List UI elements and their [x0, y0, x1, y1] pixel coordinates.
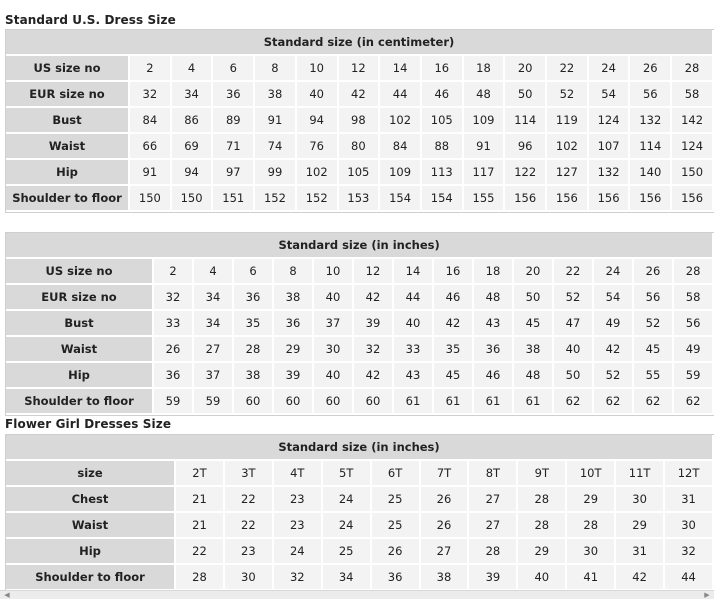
table-cell: 40 — [394, 311, 434, 337]
row-label: Shoulder to floor — [6, 389, 154, 415]
table-caption-row — [6, 233, 714, 259]
table-cell: 35 — [234, 311, 274, 337]
table-cell: 152 — [255, 186, 297, 212]
table-cell: 61 — [434, 389, 474, 415]
table-cell: 28 — [518, 513, 567, 539]
table-cell: 96 — [505, 134, 547, 160]
table-cell: 62 — [634, 389, 674, 415]
table-cell: 156 — [589, 186, 631, 212]
table-cell: 32 — [130, 82, 172, 108]
table-cell: 36 — [234, 285, 274, 311]
table-cell: 154 — [380, 186, 422, 212]
table-cell: 28 — [469, 539, 518, 565]
row-label: Chest — [6, 487, 176, 513]
table-cell: 38 — [255, 82, 297, 108]
table-cell: 154 — [422, 186, 464, 212]
table-cell: 8 — [274, 259, 314, 285]
table-cell: 29 — [567, 487, 616, 513]
table-cell: 22 — [225, 487, 274, 513]
table-cell: 16 — [422, 56, 464, 82]
table-cell: 37 — [314, 311, 354, 337]
table-cell: 18 — [464, 56, 506, 82]
table-cell: 49 — [674, 337, 714, 363]
table-cell: 8T — [469, 461, 518, 487]
table-cell: 102 — [297, 160, 339, 186]
table-cell: 50 — [554, 363, 594, 389]
table-cell: 44 — [665, 565, 714, 591]
table-cell: 54 — [594, 285, 634, 311]
table-cell: 43 — [394, 363, 434, 389]
flower-girl-size-title: Flower Girl Dresses Size — [5, 417, 172, 431]
table-cell: 62 — [554, 389, 594, 415]
table-cell: 50 — [514, 285, 554, 311]
table-cell: 114 — [630, 134, 672, 160]
table-cell: 132 — [630, 108, 672, 134]
table-cell: 28 — [674, 259, 714, 285]
table-cell: 16 — [434, 259, 474, 285]
table-cell: 117 — [464, 160, 506, 186]
table-cell: 6 — [234, 259, 274, 285]
table-cell: 142 — [672, 108, 714, 134]
table-cell: 2 — [154, 259, 194, 285]
arrow-left-icon[interactable]: ◀ — [4, 591, 10, 599]
table-cell: 94 — [297, 108, 339, 134]
table-row — [6, 389, 714, 415]
table-cell: 20 — [514, 259, 554, 285]
table-cell: 155 — [464, 186, 506, 212]
table-cell: 46 — [422, 82, 464, 108]
table-cell: 26 — [634, 259, 674, 285]
table-cell: 12T — [665, 461, 714, 487]
table-cell: 4 — [172, 56, 214, 82]
table-cell: 23 — [274, 487, 323, 513]
table-cell: 26 — [421, 487, 470, 513]
table-cell: 40 — [554, 337, 594, 363]
table-cell: 28 — [672, 56, 714, 82]
table-cell: 28 — [176, 565, 225, 591]
table-cell: 42 — [594, 337, 634, 363]
table-cell: 46 — [434, 285, 474, 311]
table-row — [6, 108, 714, 134]
table-cell: 99 — [255, 160, 297, 186]
table-cell: 42 — [354, 285, 394, 311]
table-cell: 27 — [469, 513, 518, 539]
table-cell: 150 — [672, 160, 714, 186]
row-label: Waist — [6, 337, 154, 363]
table-cell: 32 — [154, 285, 194, 311]
table-cell: 59 — [674, 363, 714, 389]
table-cell: 27 — [469, 487, 518, 513]
table-cell: 44 — [380, 82, 422, 108]
table-cell: 52 — [554, 285, 594, 311]
table-cell: 91 — [130, 160, 172, 186]
table-cell: 43 — [474, 311, 514, 337]
table-cell: 31 — [616, 539, 665, 565]
table-cell: 88 — [422, 134, 464, 160]
table-row — [6, 363, 714, 389]
table-cell: 91 — [464, 134, 506, 160]
table-cell: 34 — [172, 82, 214, 108]
table-cell: 30 — [665, 513, 714, 539]
table-cell: 80 — [339, 134, 381, 160]
table-cell: 49 — [594, 311, 634, 337]
table-cell: 40 — [518, 565, 567, 591]
table-cell: 105 — [422, 108, 464, 134]
table-cell: 71 — [213, 134, 255, 160]
table-cell: 54 — [589, 82, 631, 108]
table-cell: 38 — [514, 337, 554, 363]
table-cell: 105 — [339, 160, 381, 186]
table-cell: 109 — [464, 108, 506, 134]
table-row — [6, 461, 714, 487]
table-cell: 33 — [394, 337, 434, 363]
table-cell: 6 — [213, 56, 255, 82]
table-cell: 50 — [505, 82, 547, 108]
table-row — [6, 259, 714, 285]
table-cell: 52 — [634, 311, 674, 337]
table-cell: 32 — [354, 337, 394, 363]
table-cell: 48 — [514, 363, 554, 389]
row-label: Bust — [6, 311, 154, 337]
table-cell: 5T — [323, 461, 372, 487]
table-cell: 20 — [505, 56, 547, 82]
table-cell: 56 — [674, 311, 714, 337]
table-cell: 66 — [130, 134, 172, 160]
table-cell: 42 — [339, 82, 381, 108]
table-cell: 59 — [154, 389, 194, 415]
table-cell: 37 — [194, 363, 234, 389]
table-cell: 74 — [255, 134, 297, 160]
row-label: Hip — [6, 539, 176, 565]
table-cell: 56 — [634, 285, 674, 311]
table-cell: 113 — [422, 160, 464, 186]
size-table-flower-girl — [5, 434, 714, 592]
table-cell: 36 — [154, 363, 194, 389]
table-cell: 31 — [665, 487, 714, 513]
table-row — [6, 539, 714, 565]
table-cell: 12 — [354, 259, 394, 285]
table-cell: 34 — [194, 285, 234, 311]
table-cell: 39 — [274, 363, 314, 389]
table-cell: 102 — [547, 134, 589, 160]
table-caption: Standard size (in inches) — [6, 233, 714, 259]
table-cell: 60 — [234, 389, 274, 415]
table-cell: 34 — [323, 565, 372, 591]
table-cell: 36 — [372, 565, 421, 591]
table-cell: 58 — [674, 285, 714, 311]
table-cell: 58 — [672, 82, 714, 108]
table-cell: 24 — [589, 56, 631, 82]
table-cell: 156 — [505, 186, 547, 212]
table-cell: 11T — [616, 461, 665, 487]
table-cell: 151 — [213, 186, 255, 212]
table-cell: 56 — [630, 82, 672, 108]
table-cell: 55 — [634, 363, 674, 389]
table-cell: 122 — [505, 160, 547, 186]
table-cell: 23 — [225, 539, 274, 565]
table-cell: 109 — [380, 160, 422, 186]
row-label: US size no — [6, 259, 154, 285]
table-cell: 26 — [372, 539, 421, 565]
table-cell: 22 — [225, 513, 274, 539]
table-cell: 23 — [274, 513, 323, 539]
table-cell: 24 — [323, 513, 372, 539]
table-cell: 22 — [547, 56, 589, 82]
table-cell: 61 — [514, 389, 554, 415]
table-row — [6, 285, 714, 311]
table-cell: 29 — [518, 539, 567, 565]
table-cell: 22 — [176, 539, 225, 565]
table-cell: 42 — [434, 311, 474, 337]
table-cell: 4 — [194, 259, 234, 285]
table-cell: 44 — [394, 285, 434, 311]
table-cell: 140 — [630, 160, 672, 186]
table-cell: 47 — [554, 311, 594, 337]
table-cell: 38 — [234, 363, 274, 389]
table-row — [6, 311, 714, 337]
table-cell: 97 — [213, 160, 255, 186]
table-cell: 29 — [274, 337, 314, 363]
table-cell: 4T — [274, 461, 323, 487]
table-cell: 18 — [474, 259, 514, 285]
row-label: EUR size no — [6, 82, 130, 108]
table-cell: 27 — [421, 539, 470, 565]
table-cell: 36 — [274, 311, 314, 337]
table-cell: 132 — [589, 160, 631, 186]
table-row — [6, 487, 714, 513]
table-cell: 30 — [225, 565, 274, 591]
table-cell: 25 — [323, 539, 372, 565]
table-cell: 61 — [474, 389, 514, 415]
table-cell: 52 — [547, 82, 589, 108]
table-cell: 39 — [469, 565, 518, 591]
table-cell: 152 — [297, 186, 339, 212]
table-cell: 35 — [434, 337, 474, 363]
table-cell: 24 — [323, 487, 372, 513]
table-row — [6, 134, 714, 160]
table-cell: 114 — [505, 108, 547, 134]
table-cell: 7T — [421, 461, 470, 487]
size-table-inches — [5, 232, 714, 416]
table-caption-row — [6, 30, 714, 56]
table-cell: 124 — [589, 108, 631, 134]
table-cell: 26 — [421, 513, 470, 539]
table-cell: 6T — [372, 461, 421, 487]
table-cell: 42 — [354, 363, 394, 389]
table-cell: 150 — [130, 186, 172, 212]
table-cell: 2T — [176, 461, 225, 487]
table-cell: 124 — [672, 134, 714, 160]
table-cell: 46 — [474, 363, 514, 389]
table-cell: 119 — [547, 108, 589, 134]
table-cell: 39 — [354, 311, 394, 337]
table-cell: 32 — [665, 539, 714, 565]
table-cell: 32 — [274, 565, 323, 591]
row-label: Hip — [6, 160, 130, 186]
row-label: Shoulder to floor — [6, 565, 176, 591]
table-cell: 30 — [567, 539, 616, 565]
table-cell: 48 — [474, 285, 514, 311]
table-cell: 91 — [255, 108, 297, 134]
row-label: Hip — [6, 363, 154, 389]
table-cell: 24 — [274, 539, 323, 565]
table-caption: Standard size (in inches) — [6, 435, 714, 461]
row-label: Waist — [6, 513, 176, 539]
table-caption-row — [6, 435, 714, 461]
table-cell: 10 — [314, 259, 354, 285]
table-cell: 84 — [380, 134, 422, 160]
table-cell: 30 — [616, 487, 665, 513]
table-cell: 48 — [464, 82, 506, 108]
table-cell: 36 — [474, 337, 514, 363]
table-cell: 10T — [567, 461, 616, 487]
table-cell: 28 — [234, 337, 274, 363]
table-cell: 45 — [514, 311, 554, 337]
table-cell: 14 — [394, 259, 434, 285]
table-cell: 8 — [255, 56, 297, 82]
table-cell: 156 — [672, 186, 714, 212]
table-cell: 21 — [176, 513, 225, 539]
row-label: EUR size no — [6, 285, 154, 311]
table-cell: 25 — [372, 513, 421, 539]
table-cell: 12 — [339, 56, 381, 82]
table-cell: 102 — [380, 108, 422, 134]
table-cell: 41 — [567, 565, 616, 591]
size-table-centimeter — [5, 29, 714, 213]
table-cell: 127 — [547, 160, 589, 186]
table-cell: 60 — [274, 389, 314, 415]
table-cell: 34 — [194, 311, 234, 337]
table-cell: 14 — [380, 56, 422, 82]
arrow-right-icon[interactable]: ▶ — [704, 591, 710, 599]
table-cell: 38 — [274, 285, 314, 311]
table-cell: 62 — [674, 389, 714, 415]
table-cell: 107 — [589, 134, 631, 160]
row-label: Bust — [6, 108, 130, 134]
row-label: US size no — [6, 56, 130, 82]
table-cell: 86 — [172, 108, 214, 134]
table-cell: 94 — [172, 160, 214, 186]
table-row — [6, 565, 714, 591]
table-cell: 24 — [594, 259, 634, 285]
row-label: size — [6, 461, 176, 487]
table-cell: 98 — [339, 108, 381, 134]
table-cell: 29 — [616, 513, 665, 539]
table-cell: 36 — [213, 82, 255, 108]
table-cell: 61 — [394, 389, 434, 415]
table-caption: Standard size (in centimeter) — [6, 30, 714, 56]
table-cell: 45 — [634, 337, 674, 363]
table-cell: 38 — [421, 565, 470, 591]
table-cell: 40 — [297, 82, 339, 108]
row-label: Shoulder to floor — [6, 186, 130, 212]
table-cell: 150 — [172, 186, 214, 212]
table-cell: 84 — [130, 108, 172, 134]
table-cell: 52 — [594, 363, 634, 389]
table-cell: 2 — [130, 56, 172, 82]
table-cell: 25 — [372, 487, 421, 513]
table-cell: 153 — [339, 186, 381, 212]
table-cell: 156 — [547, 186, 589, 212]
table-row — [6, 82, 714, 108]
table-row — [6, 56, 714, 82]
table-cell: 3T — [225, 461, 274, 487]
table-cell: 60 — [314, 389, 354, 415]
table-cell: 69 — [172, 134, 214, 160]
us-dress-size-title: Standard U.S. Dress Size — [5, 13, 176, 27]
table-row — [6, 160, 714, 186]
table-cell: 27 — [194, 337, 234, 363]
table-cell: 21 — [176, 487, 225, 513]
table-cell: 40 — [314, 285, 354, 311]
table-cell: 26 — [630, 56, 672, 82]
table-cell: 89 — [213, 108, 255, 134]
table-cell: 156 — [630, 186, 672, 212]
table-row — [6, 337, 714, 363]
table-cell: 76 — [297, 134, 339, 160]
row-label: Waist — [6, 134, 130, 160]
table-cell: 45 — [434, 363, 474, 389]
table-cell: 28 — [567, 513, 616, 539]
table-cell: 26 — [154, 337, 194, 363]
table-cell: 42 — [616, 565, 665, 591]
table-cell: 40 — [314, 363, 354, 389]
table-cell: 10 — [297, 56, 339, 82]
table-cell: 59 — [194, 389, 234, 415]
table-row — [6, 513, 714, 539]
table-cell: 62 — [594, 389, 634, 415]
horizontal-scrollbar[interactable] — [0, 590, 714, 599]
table-cell: 33 — [154, 311, 194, 337]
table-cell: 22 — [554, 259, 594, 285]
table-cell: 60 — [354, 389, 394, 415]
table-cell: 9T — [518, 461, 567, 487]
table-cell: 28 — [518, 487, 567, 513]
table-row — [6, 186, 714, 212]
table-cell: 30 — [314, 337, 354, 363]
